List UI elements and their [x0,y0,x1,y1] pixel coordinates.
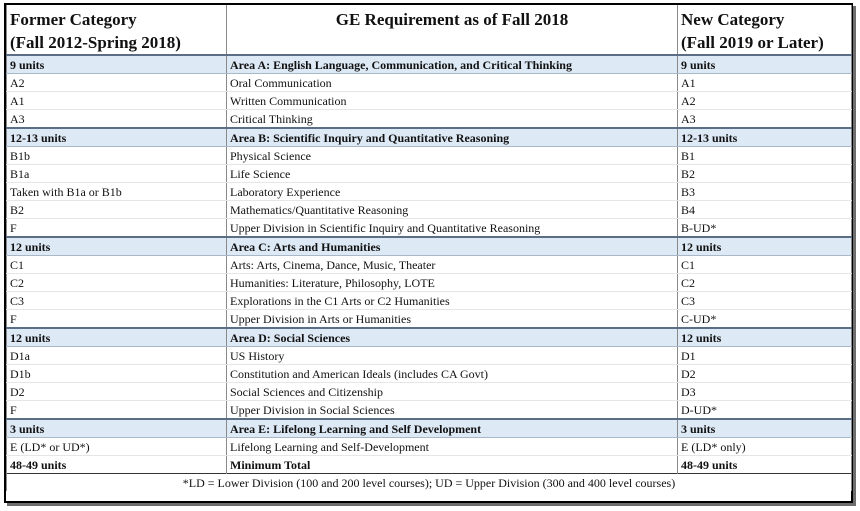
table-row [7,274,852,292]
total-former-units: 48-49 units [7,456,227,474]
former-category-cell: A3 [7,110,227,129]
new-category-cell: D2 [678,365,852,383]
new-category-cell: D-UD* [678,401,852,420]
table-row [7,347,852,365]
area-header-row [7,55,852,74]
new-category-cell: B3 [678,183,852,201]
new-category-cell: B-UD* [678,219,852,238]
former-units: 9 units [7,55,227,74]
requirement-cell: Social Sciences and Citizenship [227,383,678,401]
table-row [7,74,852,92]
requirement-cell: US History [227,347,678,365]
requirement-cell: Lifelong Learning and Self-Development [227,438,678,456]
new-units: 12 units [678,328,852,347]
new-category-header [678,5,852,55]
table-header-row [7,5,852,55]
area-header-row [7,419,852,438]
requirement-cell: Humanities: Literature, Philosophy, LOTE [227,274,678,292]
new-category-header-line1: New Category [681,10,785,29]
new-category-cell: B1 [678,147,852,165]
table-row [7,256,852,274]
table-row [7,219,852,238]
new-units: 9 units [678,55,852,74]
area-title: Area E: Lifelong Learning and Self Development [227,419,678,438]
footnote: *LD = Lower Division (100 and 200 level courses); UD = Upper Division (300 and 400 level courses) [7,474,852,492]
new-category-cell: C1 [678,256,852,274]
former-category-header-line2: (Fall 2012-Spring 2018) [10,33,181,52]
total-label: Minimum Total [227,456,678,474]
former-category-header-line1: Former Category [10,10,137,29]
table-row [7,401,852,420]
table-row [7,147,852,165]
requirement-cell: Oral Communication [227,74,678,92]
new-category-cell: B2 [678,165,852,183]
former-category-cell: F [7,401,227,420]
new-category-header-line2: (Fall 2019 or Later) [681,33,824,52]
area-title: Area C: Arts and Humanities [227,237,678,256]
total-row [7,456,852,474]
area-header-row [7,237,852,256]
requirement-cell: Upper Division in Social Sciences [227,401,678,420]
new-units: 12-13 units [678,128,852,147]
new-units: 12 units [678,237,852,256]
former-category-cell: D1b [7,365,227,383]
area-title: Area B: Scientific Inquiry and Quantitative Reasoning [227,128,678,147]
former-category-cell: A1 [7,92,227,110]
requirement-cell: Laboratory Experience [227,183,678,201]
former-units: 12 units [7,328,227,347]
former-category-cell: C1 [7,256,227,274]
former-category-cell: B1b [7,147,227,165]
table-row [7,438,852,456]
former-category-cell: Taken with B1a or B1b [7,183,227,201]
requirement-cell: Critical Thinking [227,110,678,129]
requirement-cell: Upper Division in Scientific Inquiry and Quantitative Reasoning [227,219,678,238]
former-category-cell: A2 [7,74,227,92]
new-category-cell: A2 [678,92,852,110]
area-header-row [7,128,852,147]
requirement-cell: Written Communication [227,92,678,110]
area-title: Area A: English Language, Communication, and Critical Thinking [227,55,678,74]
former-category-cell: B1a [7,165,227,183]
area-title: Area D: Social Sciences [227,328,678,347]
table-row [7,365,852,383]
new-category-cell: D3 [678,383,852,401]
requirement-cell: Arts: Arts, Cinema, Dance, Music, Theater [227,256,678,274]
new-category-cell: A3 [678,110,852,129]
new-category-cell: A1 [678,74,852,92]
new-category-cell: C2 [678,274,852,292]
table-row [7,183,852,201]
area-header-row [7,328,852,347]
requirement-cell: Explorations in the C1 Arts or C2 Humanities [227,292,678,310]
new-category-cell: C3 [678,292,852,310]
total-new-units: 48-49 units [678,456,852,474]
former-category-cell: F [7,310,227,329]
former-category-cell: C2 [7,274,227,292]
footnote-row [7,474,852,492]
former-units: 12-13 units [7,128,227,147]
table-row [7,110,852,129]
former-category-cell: F [7,219,227,238]
requirement-cell: Physical Science [227,147,678,165]
former-category-cell: C3 [7,292,227,310]
table-row [7,201,852,219]
former-category-cell: D2 [7,383,227,401]
ge-requirements-table [6,5,852,491]
table-row [7,383,852,401]
requirement-cell: Life Science [227,165,678,183]
former-category-cell: D1a [7,347,227,365]
former-category-cell: B2 [7,201,227,219]
new-category-cell: D1 [678,347,852,365]
requirement-cell: Mathematics/Quantitative Reasoning [227,201,678,219]
ge-requirements-table-frame [4,3,853,503]
former-units: 12 units [7,237,227,256]
new-category-cell: C-UD* [678,310,852,329]
requirement-cell: Upper Division in Arts or Humanities [227,310,678,329]
former-category-cell: E (LD* or UD*) [7,438,227,456]
table-row [7,310,852,329]
ge-requirement-header: GE Requirement as of Fall 2018 [227,5,678,55]
new-units: 3 units [678,419,852,438]
table-row [7,165,852,183]
requirement-cell: Constitution and American Ideals (includes CA Govt) [227,365,678,383]
table-body [7,55,852,491]
table-row [7,92,852,110]
new-category-cell: B4 [678,201,852,219]
former-units: 3 units [7,419,227,438]
new-category-cell: E (LD* only) [678,438,852,456]
table-row [7,292,852,310]
former-category-header [7,5,227,55]
